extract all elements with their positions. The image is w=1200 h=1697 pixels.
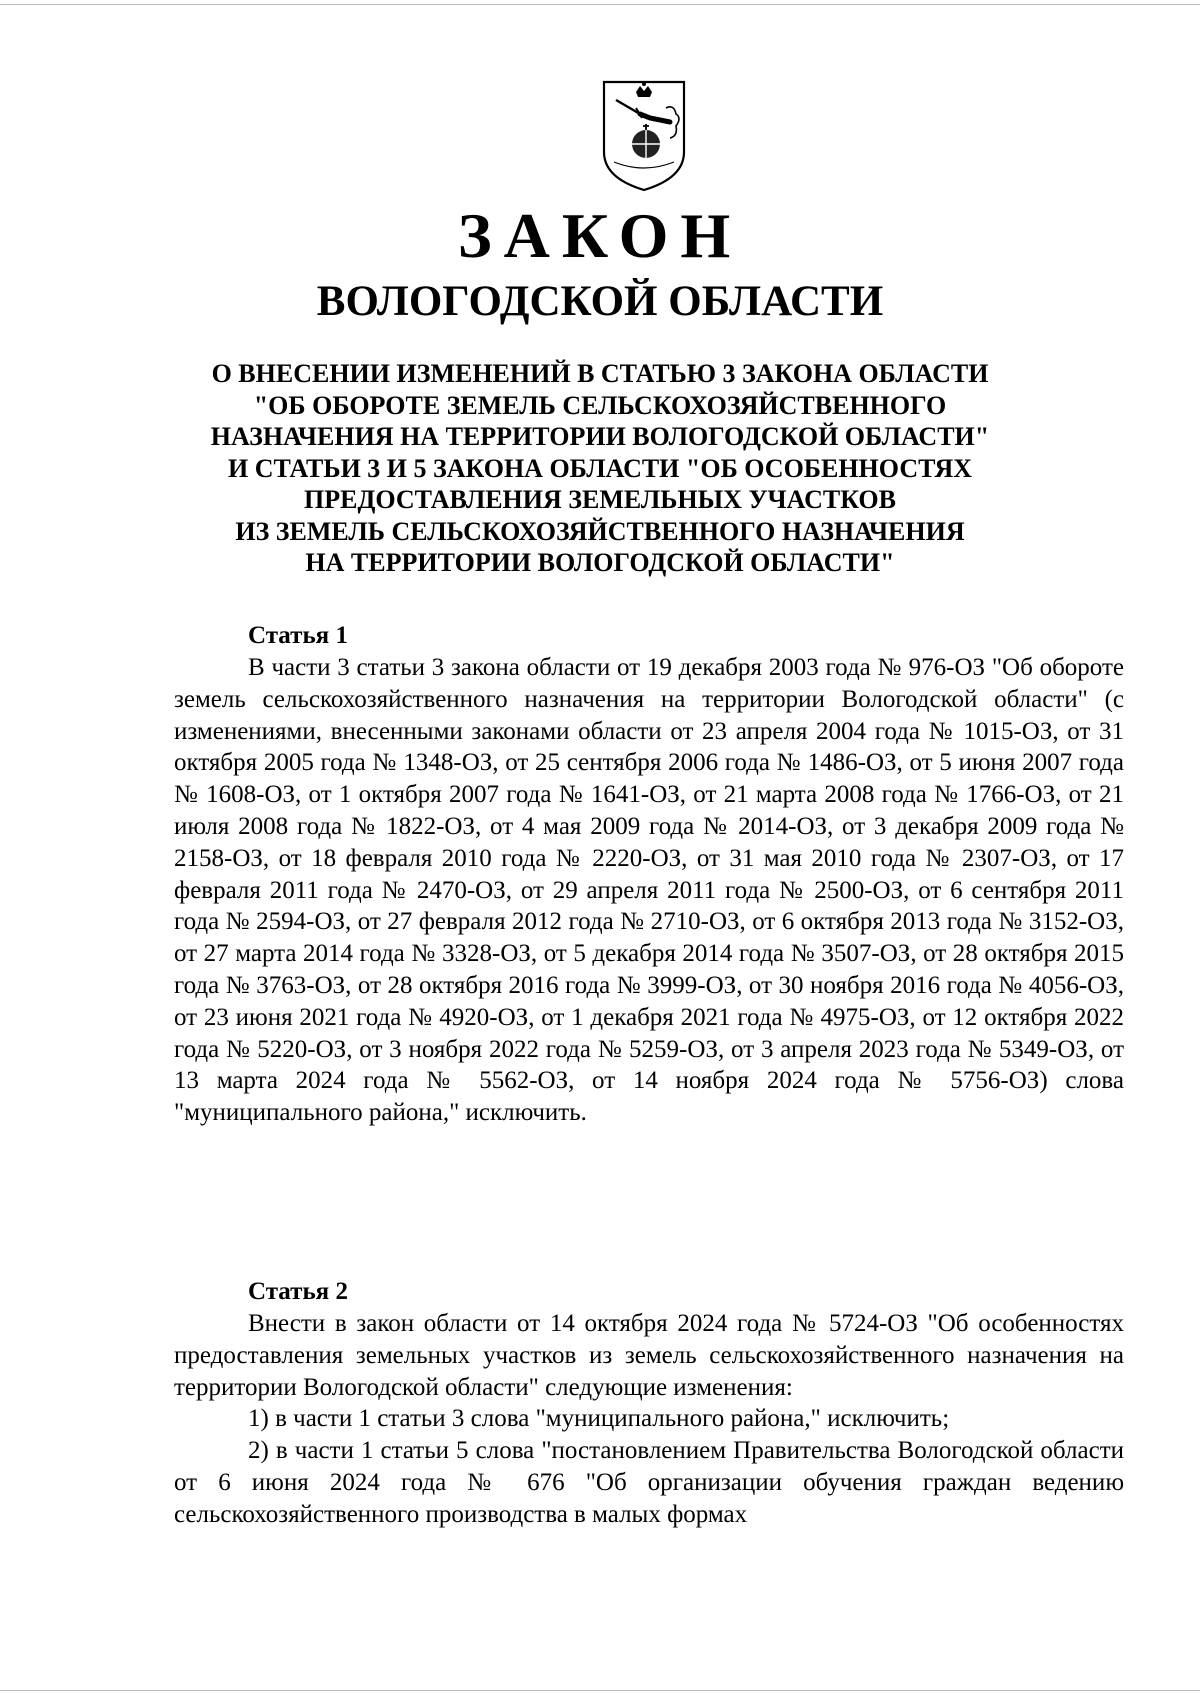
scan-edge-bottom	[0, 1690, 1200, 1691]
article-heading: Статья 1	[248, 622, 348, 649]
document-region: ВОЛОГОДСКОЙ ОБЛАСТИ	[316, 278, 884, 325]
document-title: ЗАКОН	[457, 200, 743, 271]
article-paragraph: 2) в части 1 статьи 5 слова "постановлением Правительства Вологодской области от 6 июня 2024 года № 676 "Об организации обучения граждан ведению сельскохозяйственного производства в малых формах	[174, 1437, 1124, 1528]
subtitle-line: О ВНЕСЕНИИ ИЗМЕНЕНИЙ В СТАТЬЮ 3 ЗАКОНА ОБЛАСТИ	[211, 359, 989, 388]
article-paragraph: Внести в закон области от 14 октября 2024 года № 5724-ОЗ "Об особенностях предоставления земельных участков из земель сельскохозяйственного назначения на территории Вологодской области" следующие изменения:	[174, 1310, 1124, 1401]
article-paragraph: В части 3 статьи 3 закона области от 19 декабря 2003 года № 976-ОЗ "Об обороте земель сельскохозяйственного назначения на территории Вологодской области" (с изменениями, внесенными законами области от 23 апреля 2004 года № 1015-ОЗ, от 31 октября 2005 года № 1348-ОЗ, от 25 сентября 2006 года № 1486-ОЗ, от 5 июня 2007 года № 1608-ОЗ, от 1 октября 2007 года № 1641-ОЗ, от 21 марта 2008 года № 1766-ОЗ, от 21 июля 2008 года № 1822-ОЗ, от 4 мая 2009 года № 2014-ОЗ, от 3 декабря 2009 года № 2158-ОЗ, от 18 февраля 2010 года № 2220-ОЗ, от 31 мая 2010 года № 2307-ОЗ, от 17 февраля 2011 года № 2470-ОЗ, от 29 апреля 2011 года № 2500-ОЗ, от 6 сентября 2011 года № 2594-ОЗ, от 27 февраля 2012 года № 2710-ОЗ, от 6 октября 2013 года № 3152-ОЗ, от 27 марта 2014 года № 3328-ОЗ, от 5 декабря 2014 года № 3507-ОЗ, от 28 октября 2015 года № 3763-ОЗ, от 28 октября 2016 года № 3999-ОЗ, от 30 ноября 2016 года № 4056-ОЗ, от 23 июня 2021 года № 4920-ОЗ, от 1 декабря 2021 года № 4975-ОЗ, от 12 октября 2022 года № 5220-ОЗ, от 3 ноября 2022 года № 5259-ОЗ, от 3 апреля 2023 года № 5349-ОЗ, от 13 марта 2024 года № 5562-ОЗ, от 14 ноября 2024 года № 5756-ОЗ) слова "муниципального района," исключить.	[174, 654, 1124, 1127]
scan-edge-top	[0, 4, 1200, 5]
subtitle-line: НАЗНАЧЕНИЯ НА ТЕРРИТОРИИ ВОЛОГОДСКОЙ ОБЛАСТИ"	[210, 422, 990, 451]
article-1	[174, 620, 1124, 1129]
article-heading: Статья 2	[248, 1278, 348, 1305]
subtitle-line: "ОБ ОБОРОТЕ ЗЕМЕЛЬ СЕЛЬСКОХОЗЯЙСТВЕННОГО	[253, 390, 947, 420]
subtitle-line: И СТАТЬИ 3 И 5 ЗАКОНА ОБЛАСТИ "ОБ ОСОБЕННОСТЯХ	[228, 453, 972, 483]
subtitle-line: ИЗ ЗЕМЕЛЬ СЕЛЬСКОХОЗЯЙСТВЕННОГО НАЗНАЧЕНИЯ	[235, 516, 965, 546]
subtitle-line: НА ТЕРРИТОРИИ ВОЛОГОДСКОЙ ОБЛАСТИ"	[305, 548, 895, 577]
law-subtitle	[150, 358, 1050, 579]
article-paragraph: 1) в части 1 статьи 3 слова "муниципального района," исключить;	[248, 1405, 950, 1433]
subtitle-line: ПРЕДОСТАВЛЕНИЯ ЗЕМЕЛЬНЫХ УЧАСТКОВ	[304, 485, 896, 514]
vologda-coat-of-arms-icon	[600, 78, 688, 194]
article-2	[174, 1276, 1124, 1531]
